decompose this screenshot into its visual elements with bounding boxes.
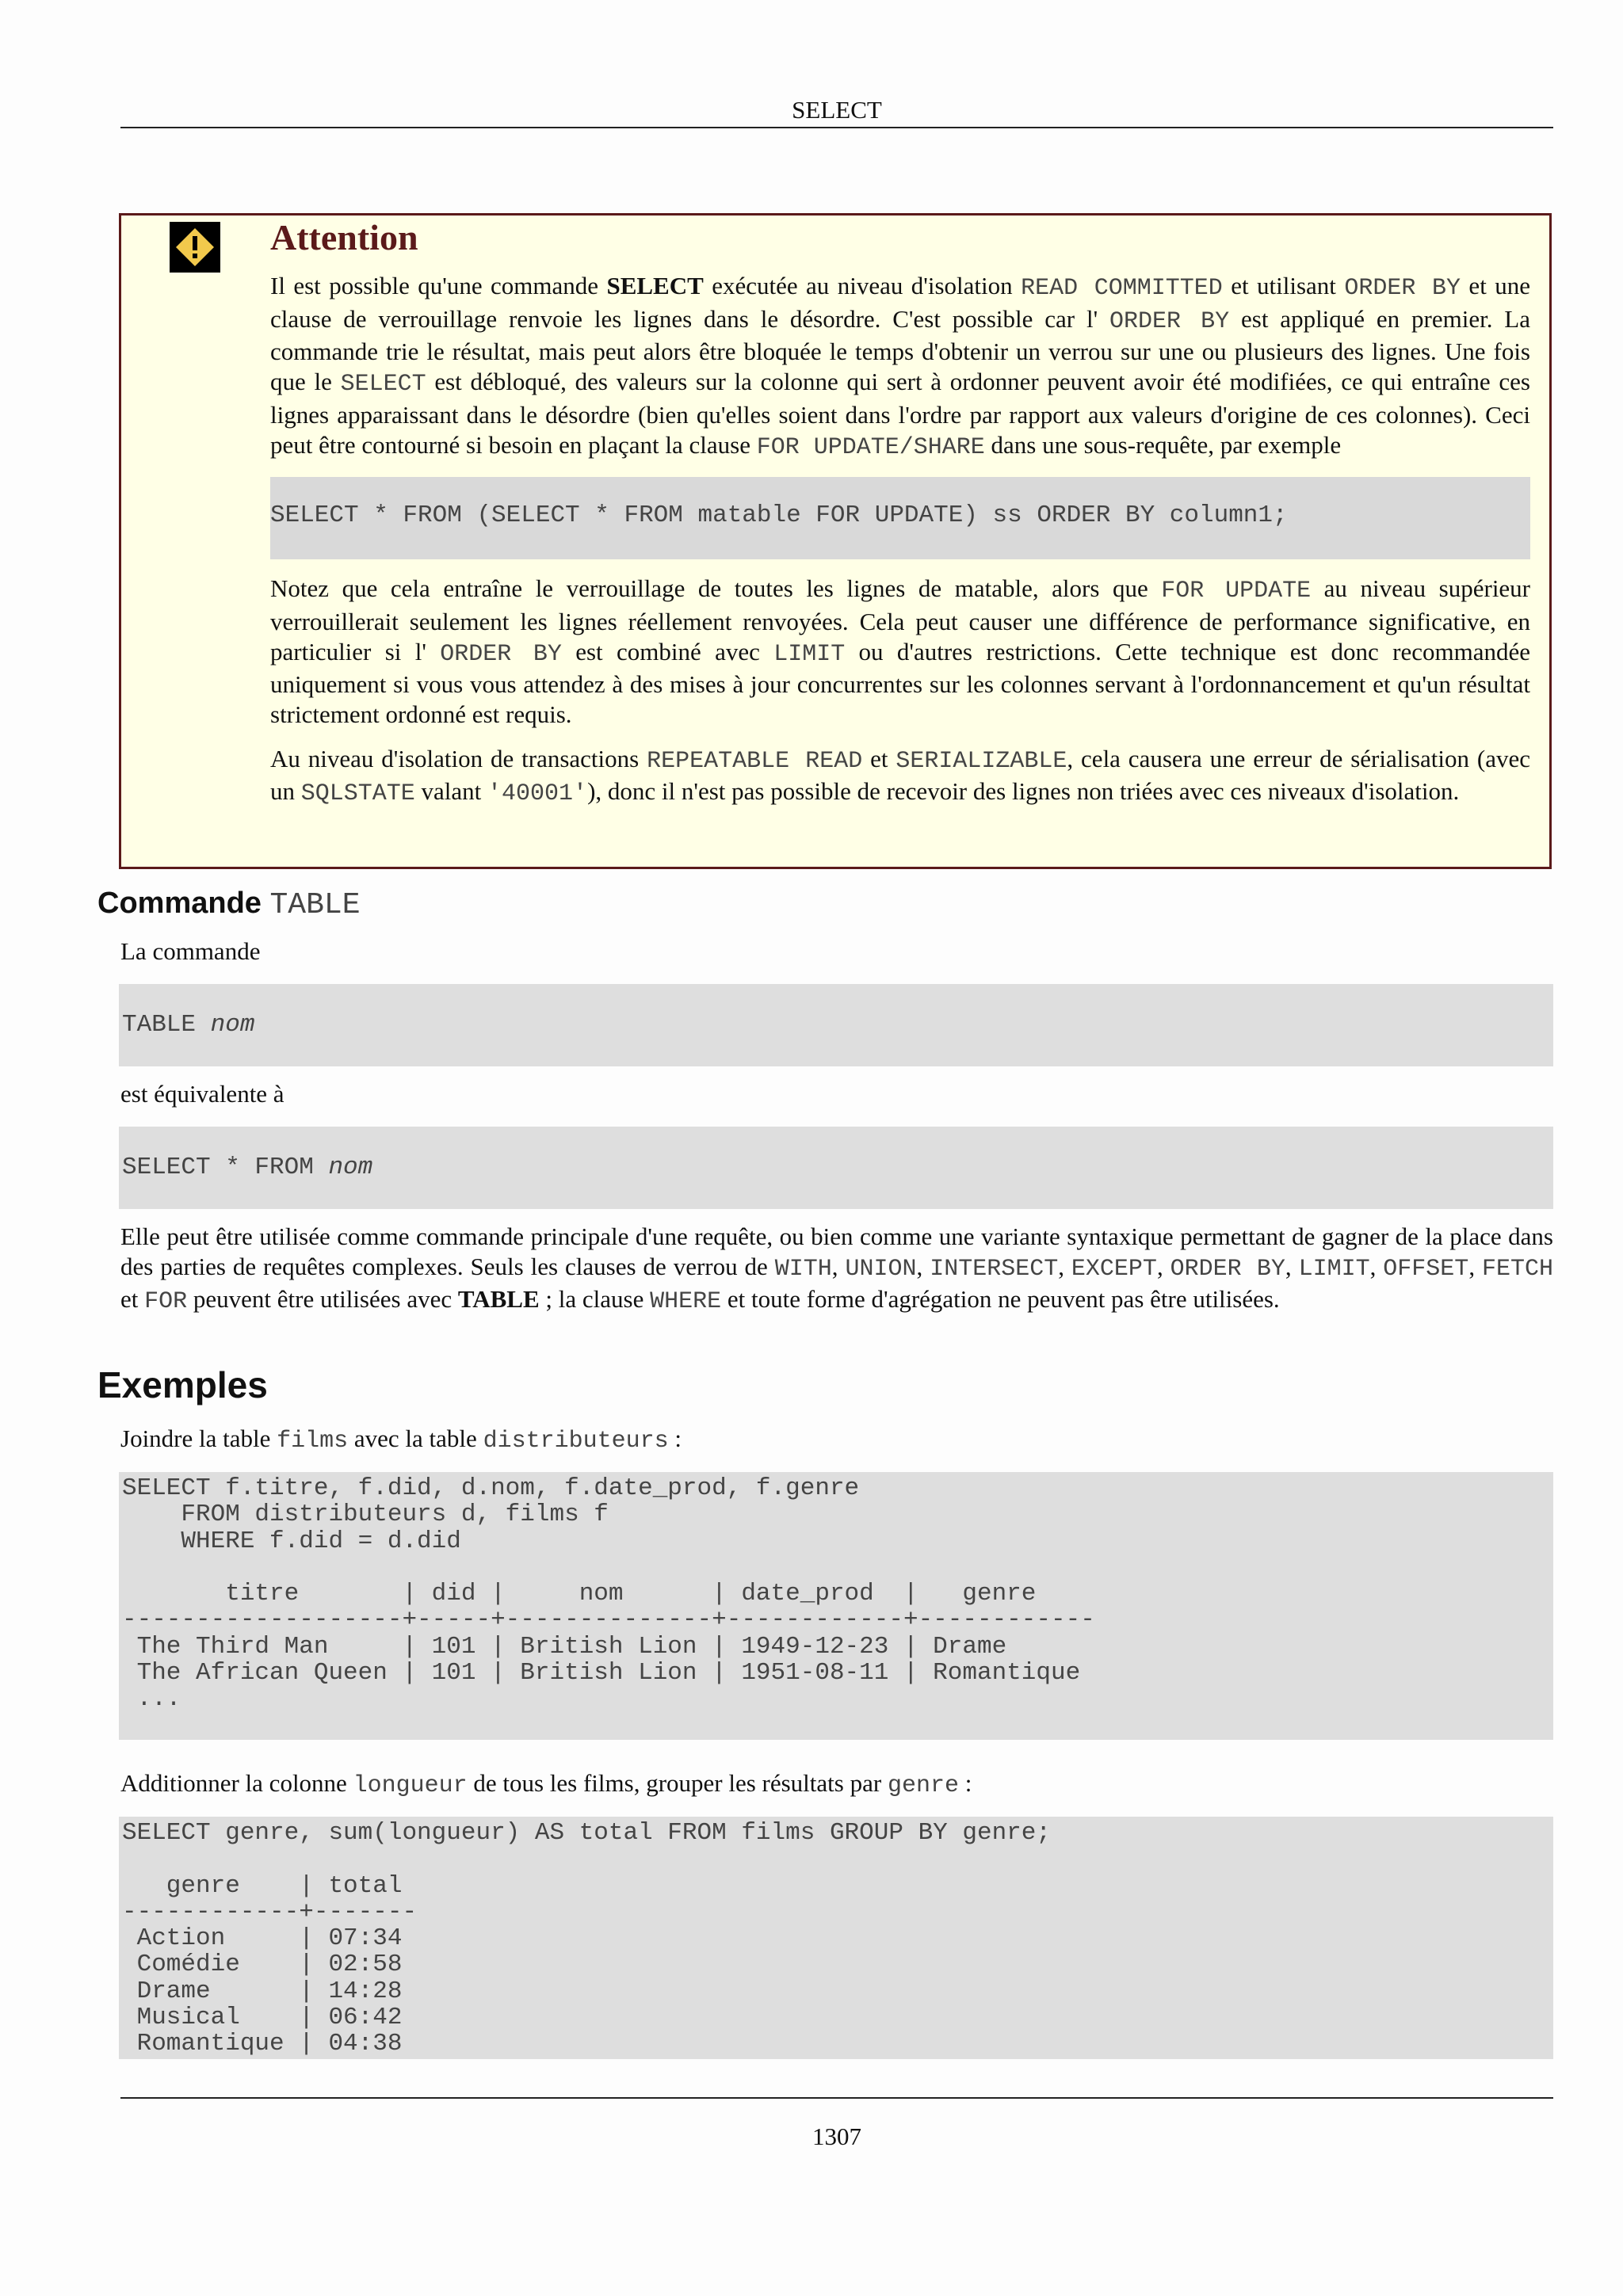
text-run: et xyxy=(120,1285,145,1314)
text-run: Il est possible qu'une commande xyxy=(270,272,607,299)
inline-code: ORDER BY xyxy=(440,640,562,668)
text-run: avec la table xyxy=(348,1425,483,1452)
text-run: valant xyxy=(414,777,488,806)
text-run: et toute forme d'agrégation ne peuvent pas être utilisées. xyxy=(721,1285,1280,1314)
text-run: , xyxy=(1285,1252,1299,1280)
text-run: et utilisant xyxy=(1222,272,1345,299)
inline-code: REPEATABLE READ xyxy=(647,747,863,775)
text-run: , xyxy=(831,1252,846,1280)
inline-code: WITH xyxy=(774,1255,832,1283)
text-run: Additionner la colonne xyxy=(120,1769,353,1797)
example1-intro xyxy=(120,1424,1553,1457)
inline-code: FOR UPDATE xyxy=(1161,578,1312,605)
inline-code: SQLSTATE xyxy=(300,780,415,808)
inline-code: LIMIT xyxy=(773,640,846,668)
inline-code: LIMIT xyxy=(1298,1255,1370,1283)
section-heading-table: Commande TABLE xyxy=(97,887,361,922)
text-run: exécutée au niveau d'isolation xyxy=(703,272,1022,299)
inline-code: INTERSECT xyxy=(930,1255,1059,1283)
inline-code: ORDER BY xyxy=(1170,1255,1285,1283)
inline-code: FETCH xyxy=(1482,1255,1554,1283)
text-run: et une clause de verrouillage renvoie les lignes dans le désordre. C'est possible car l' xyxy=(270,272,1530,333)
attention-title: Attention xyxy=(270,217,418,257)
inline-code: FOR xyxy=(144,1288,188,1316)
attention-paragraph-3 xyxy=(270,744,1530,810)
example1-code-block: SELECT f.titre, f.did, d.nom, f.date_prod, f.genre FROM distributeurs d, films f WHERE f.did = d.did titre | did | nom | date_prod | genre -------------------+-----+--------------+------------+------------ The Third Man | 101 | British Lion | 1949-12-23 | Drame The African Queen | 101 | British Lion | 1951-08-11 | Romantique ... xyxy=(119,1472,1553,1740)
inline-code: distributeurs xyxy=(483,1428,669,1455)
section-heading-examples: Exemples xyxy=(97,1364,268,1405)
code-block-select-from: SELECT * FROM nom xyxy=(119,1127,1553,1209)
inline-code: SELECT xyxy=(340,371,426,399)
table-description xyxy=(120,1222,1553,1318)
bold-text: SELECT xyxy=(606,272,704,299)
text-run: est combiné avec xyxy=(561,637,774,666)
text-run: : xyxy=(958,1769,972,1797)
running-header: SELECT xyxy=(792,96,882,124)
text-run: et xyxy=(862,744,896,772)
attention-paragraph-1 xyxy=(270,271,1530,463)
text-run: est appliqué en premier. La commande trie le résultat, mais peut alors être bloquée le temps d'obtenir un verrou sur une ou plusieurs des lignes. Une fois que le xyxy=(270,304,1530,396)
example2-intro xyxy=(120,1768,1553,1802)
text-run: ), donc il n'est pas possible de recevoir des lignes non triées avec ces niveaux d'isolation. xyxy=(587,777,1460,806)
inline-code: ORDER BY xyxy=(1109,307,1230,335)
text-run: ; la clause xyxy=(539,1285,651,1314)
footer-rule xyxy=(120,2097,1553,2099)
text-run: , xyxy=(1156,1252,1170,1280)
inline-code: EXCEPT xyxy=(1071,1255,1157,1283)
inline-code: WHERE xyxy=(650,1288,722,1316)
text-run: , xyxy=(1468,1252,1483,1280)
text-run: , xyxy=(1058,1252,1071,1280)
text-run: de tous les films, grouper les résultats par xyxy=(467,1769,888,1797)
text-run: , xyxy=(916,1252,930,1280)
bold-text: TABLE xyxy=(457,1285,540,1314)
inline-code: OFFSET xyxy=(1383,1255,1469,1283)
inline-code: genre xyxy=(887,1772,959,1799)
text-run: , cela causera une erreur de sérialisation (avec un xyxy=(270,744,1530,806)
attention-box xyxy=(119,213,1552,869)
inline-code: '40001' xyxy=(487,780,588,808)
text-run: Notez que cela entraîne le verrouillage de toutes les lignes de matable, alors que xyxy=(270,574,1162,603)
inline-code: SERIALIZABLE xyxy=(896,747,1067,775)
table-intro: La commande xyxy=(120,937,261,965)
text-run: au niveau supérieur verrouillerait seulement les lignes réellement renvoyées. Cela peut causer une différence de performance significative, en particulier si l' xyxy=(270,574,1531,666)
inline-code: films xyxy=(277,1428,349,1455)
text-run: Joindre la table xyxy=(120,1425,277,1452)
text-run: est débloqué, des valeurs sur la colonne qui sert à ordonner peuvent avoir été modifiées, ce qui entraîne ces lignes apparaissant dans le désordre (bien qu'elles soient dans l'ordre par rapport aux valeurs d'origine de ces colonnes). Ceci peut être contourné si besoin en plaçant la clause xyxy=(270,368,1530,459)
code-block-table: TABLE nom xyxy=(119,984,1553,1066)
text-run: peuvent être utilisées avec xyxy=(187,1285,458,1314)
inline-code: UNION xyxy=(845,1255,917,1283)
inline-code: ORDER BY xyxy=(1344,275,1461,302)
text-run: : xyxy=(668,1425,682,1452)
text-run: Elle peut être utilisée comme commande principale d'une requête, ou bien comme une variante syntaxique permettant de gagner de la place dans des parties de requêtes complexes. Seuls les clauses de verrou de xyxy=(120,1222,1553,1280)
attention-paragraph-2 xyxy=(270,574,1530,730)
page-number: 1307 xyxy=(812,2122,861,2150)
inline-code: READ COMMITTED xyxy=(1021,275,1223,302)
inline-code: FOR UPDATE/SHARE xyxy=(756,433,985,461)
warning-icon xyxy=(170,222,220,273)
text-run: Au niveau d'isolation de transactions xyxy=(270,744,647,772)
text-run: dans une sous-requête, par exemple xyxy=(984,430,1342,459)
table-equivalent-text: est équivalente à xyxy=(120,1080,285,1108)
header-rule xyxy=(120,127,1553,128)
text-run: ou d'autres restrictions. Cette technique est donc recommandée uniquement si vous vous attendez à des mises à jour concurrentes sur les colonnes servant à l'ordonnancement et qu'un résultat strictement ordonné est requis. xyxy=(270,637,1530,729)
text-run: , xyxy=(1369,1252,1384,1280)
inline-code: longueur xyxy=(353,1772,468,1799)
attention-code-block: SELECT * FROM (SELECT * FROM matable FOR UPDATE) ss ORDER BY column1; xyxy=(270,477,1530,559)
attention-body xyxy=(270,271,1530,810)
example2-code-block: SELECT genre, sum(longueur) AS total FROM films GROUP BY genre; genre | total ------------+------- Action | 07:34 Comédie | 02:58 Drame | 14:28 Musical | 06:42 Romantique | 04:38 xyxy=(119,1817,1553,2059)
